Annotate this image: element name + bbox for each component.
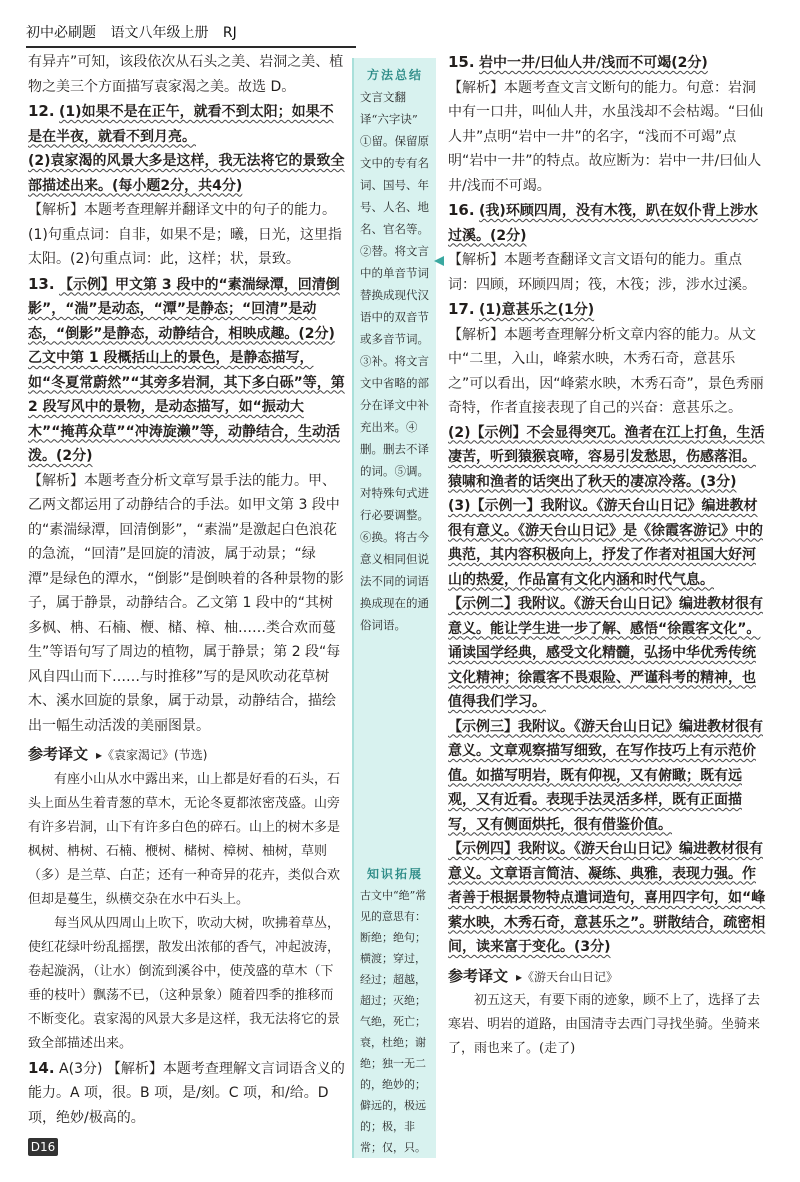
q17-example-1: (3)【示例一】我附议。《游天台山日记》编进教材很有意义。《游天台山日记》是《徐霞客游记》中的典范，其内容积极向上，抒发了作者对祖国大好河山的热爱，作品富有文化内涵和时代气息。 bbox=[448, 498, 763, 588]
method-summary-items: ①留。保留原文中的专有名词、国号、年号、人名、地名、官名等。②替。将文言中的单音节词替换成现代汉语中的双音节或多音节词。③补。将文言文中省略的部分在译文中补充出来。④删。删去不译的词。⑤调。对特殊句式进行必要调整。⑥换。将古今意义相同但说法不同的词语换成现在的通俗词语。 bbox=[360, 134, 429, 632]
tips-sidebar bbox=[352, 58, 436, 1158]
page-header bbox=[26, 20, 356, 48]
q15-answer: 岩中一井/曰仙人井/浅而不可竭(2分) bbox=[479, 55, 708, 71]
method-summary-box bbox=[360, 64, 430, 636]
reference-paragraph-2: 每当风从四周山上吹下，吹动大树，吹拂着草丛，使红花绿叶纷乱摇摆，散发出浓郁的香气，冲起波涛，卷起漩涡，（让水）倒流到溪谷中，使茂盛的草木（下垂的枝叶）飘荡不已，（这种景象）随着四季的推移而不断变化。袁家渴的风景大多是这样，我无法将它的景致全部描述出来。 bbox=[28, 915, 341, 1051]
q17-example-2: 【示例二】我附议。《游天台山日记》编进教材很有意义。能让学生进一步了解、感悟“徐霞客文化”。诵读国学经典，感受文化精髓，弘扬中华优秀传统文化精神；徐霞客不畏艰险、严谨科考的精神，也值得我们学习。 bbox=[448, 596, 763, 710]
q15-number: 15. bbox=[448, 53, 475, 71]
edition-label: RJ bbox=[222, 25, 237, 41]
q16-analysis: 【解析】本题考查翻译文言文语句的能力。重点词：四顾，环顾四周；筏，木筏；涉，涉水过溪。 bbox=[448, 252, 756, 293]
left-column bbox=[28, 50, 346, 1130]
reference-translation-heading bbox=[28, 742, 346, 768]
q16-answer: (我)环顾四周，没有木筏，趴在奴仆背上涉水过溪。(2分) bbox=[448, 203, 758, 244]
reference-source-2: ▸《游天台山日记》 bbox=[516, 969, 619, 984]
q17-analysis: 【解析】本题考查理解分析文章内容的能力。从文中“二里，入山，峰萦水映，木秀石奇，意甚乐之”可以看出，因“峰萦水映，木秀石奇”，景色秀丽奇特，作者直接表现了自己的兴奋：意甚乐之。 bbox=[448, 326, 764, 416]
question-13 bbox=[28, 272, 346, 469]
question-12 bbox=[28, 99, 346, 149]
right-column bbox=[448, 50, 766, 1061]
q15-analysis: 【解析】本题考查文言文断句的能力。句意：岩洞中有一口井，叫仙人井，水虽浅却不会枯竭。“曰仙人井”点明“岩中一井”的名字，“浅而不可竭”点明“岩中一井”的特点。故应断为：岩中一井/曰仙人井/浅而不可竭。 bbox=[448, 79, 764, 194]
method-summary-subtitle: 文言文翻译“六字诀” bbox=[360, 90, 418, 126]
reference-title: 参考译文 bbox=[28, 745, 89, 763]
question-15 bbox=[448, 50, 766, 76]
q12-number: 12. bbox=[28, 102, 55, 120]
reference-translation-heading-2 bbox=[448, 964, 766, 990]
q14-number: 14. bbox=[28, 1058, 55, 1077]
subject-title: 语文八年级上册 bbox=[110, 25, 209, 41]
q17-answer-1: (1)意甚乐之(1分) bbox=[479, 302, 595, 318]
series-title: 初中必刷题 bbox=[26, 25, 96, 41]
question-17 bbox=[448, 297, 766, 323]
continued-paragraph: 有异卉”可知，该段依次从石头之美、岩洞之美、植物之美三个方面描写袁家渴之美。故选 D。 bbox=[28, 54, 344, 95]
question-16 bbox=[448, 198, 766, 248]
q17-example-3: 【示例三】我附议。《游天台山日记》编进教材很有意义。文章观察描写细致，在写作技巧上有示范价值。如描写明岩，既有仰视，又有俯瞰；既有远观，又有近看。表现手法灵活多样，既有正面描写，又有侧面烘托，很有借鉴价值。 bbox=[448, 718, 763, 833]
reference-paragraph-1: 有座小山从水中露出来，山上都是好看的石头，石头上面丛生着青葱的草木，无论冬夏都浓密茂盛。山旁有许多岩洞，山下有许多白色的碎石。山上的树木多是枫树、柟树、石楠、楩树、槠树、樟树、柚树，草则（多）是兰草、白芷；还有一种奇异的花卉，类似合欢但却是蔓生，纵横交杂在水中石头上。 bbox=[28, 771, 341, 907]
reference-source: ▸《袁家渴记》(节选) bbox=[96, 748, 208, 762]
knowledge-expand-box bbox=[360, 864, 430, 1158]
q12-answer-1: (1)如果不是在正午，就看不到太阳；如果不是在半夜，就看不到月亮。 bbox=[28, 104, 334, 145]
q16-number: 16. bbox=[448, 201, 475, 219]
q13-number: 13. bbox=[28, 274, 55, 293]
knowledge-expand-title: 知识拓展 bbox=[366, 867, 423, 881]
pointer-arrow-icon bbox=[434, 256, 448, 266]
reference-paragraph-3: 初五这天，有要下雨的迹象，顾不上了，选择了去寒岩、明岩的道路，由国清寺去西门寻找坐骑。坐骑来了，雨也来了。(走了) bbox=[448, 993, 761, 1056]
q17-example-4: 【示例四】我附议。《游天台山日记》编进教材很有意义。文章语言简洁、凝练、典雅，表现力强。作者善于根据景物特点遣词造句，喜用四字句，如“峰萦水映，木秀石奇，意甚乐之”。骈散结合，疏密相间，读来富于变化。(3分) bbox=[448, 841, 766, 955]
method-summary-title: 方法总结 bbox=[366, 68, 423, 82]
q17-answer-2: (2)【示例】不会显得突兀。渔者在江上打鱼，生活凄苦，听到猿猴哀啼，容易引发愁思，伤感落泪。猿啸和渔者的话突出了秋天的凄凉冷落。(3分) bbox=[448, 424, 765, 490]
reference-title-2: 参考译文 bbox=[448, 966, 509, 985]
q13-analysis: 【解析】本题考查分析文章写景手法的能力。甲、乙两文都运用了动静结合的手法。如甲文第 3 段中的“素湍绿潭，回清倒影”，“素湍”是激起白色浪花的急流，“回清”是回旋的清波，属于动景；“绿潭”是绿色的潭水，“倒影”是倒映着的各种景物的影子，属于静景，动静结合。乙文第 1 段中的“其树多枫、柟、石楠、楩、槠、樟、柚……类合欢而蔓生”等语句写了周边的植物，属于静景；第 2 段“每风自四山而下……与时推移”写的是风吹动花草树木、溪水回旋的景象，属于动景，动静结合，描绘出一幅生动活泼的美丽图景。 bbox=[28, 472, 344, 734]
q13-answer: 【示例】甲文第 3 段中的“素湍绿潭，回清倒影”，“湍”是动态，“潭”是静态；“回清”是动态，“倒影”是静态，动静结合，相映成趣。(2分)乙文中第 1 段概括山上的景色，是静态描写，如“冬夏常蔚然”“其旁多岩洞，其下多白砾”等，第 2 段写风中的景物，是动态描写，如“振动大木”“掩苒众草”“冲涛旋濑”等，动静结合，生动活泼。(2分) bbox=[28, 276, 345, 464]
knowledge-expand-items: 古文中“绝”常见的意思有：断绝；绝句；横渡；穿过，经过；超越，超过；灭绝；气绝，死亡；衰，杜绝；谢绝；独一无二的，绝妙的；僻远的，极远的；极，非常；仅，只。 bbox=[360, 889, 427, 1154]
q17-number: 17. bbox=[448, 300, 475, 318]
q12-analysis: 【解析】本题考查理解并翻译文中的句子的能力。(1)句重点词：自非，如果不是；曦，日光，这里指太阳。(2)句重点词：此，这样；状，景致。 bbox=[28, 202, 342, 267]
q14-answer: A(3分) 【解析】本题考查理解文言词语含义的能力。A 项，很。B 项，是/刻。C 项，和/给。D 项，绝妙/极高的。 bbox=[28, 1060, 345, 1126]
q12-answer-2: (2)袁家渴的风景大多是这样，我无法将它的景致全部描述出来。(每小题2分，共4分) bbox=[28, 153, 345, 194]
question-14 bbox=[28, 1056, 346, 1131]
page-number: D16 bbox=[28, 1138, 58, 1156]
